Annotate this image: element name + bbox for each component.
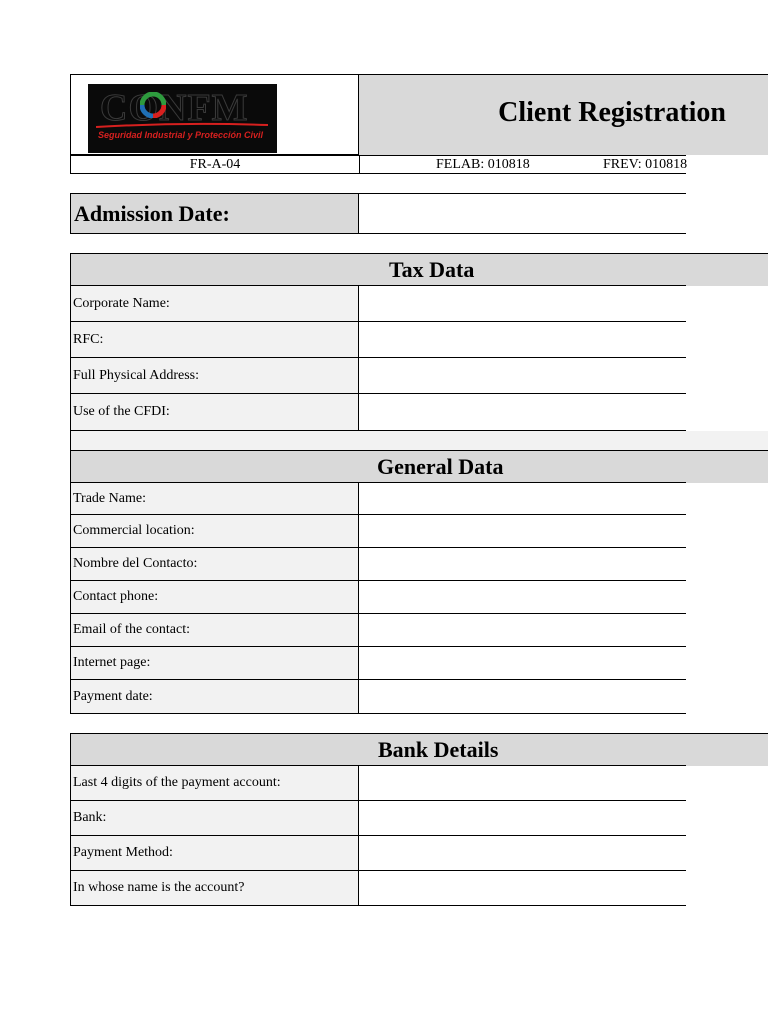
- form-code: FR-A-04: [71, 156, 360, 173]
- payment-date-label: Payment date:: [70, 680, 359, 714]
- payment-method-field[interactable]: [358, 836, 686, 871]
- bank-label: Bank:: [70, 801, 359, 836]
- general-data-title: General Data: [377, 454, 504, 479]
- cfdi-use-label: Use of the CFDI:: [70, 394, 359, 431]
- corporate-name-field[interactable]: [358, 286, 686, 322]
- company-logo: [88, 84, 277, 153]
- admission-date-field[interactable]: [358, 193, 686, 234]
- contact-email-field[interactable]: [358, 614, 686, 647]
- form-meta-row: [70, 155, 686, 174]
- logo-cell: [70, 74, 359, 155]
- contact-phone-label: Contact phone:: [70, 581, 359, 614]
- tax-data-title: Tax Data: [389, 257, 475, 282]
- section-spacer: [70, 431, 768, 450]
- admission-date-label: Admission Date:: [70, 193, 359, 234]
- logo-swoosh-icon: [96, 122, 268, 128]
- account-holder-label: In whose name is the account?: [70, 871, 359, 906]
- bank-details-title: Bank Details: [378, 737, 499, 762]
- internet-page-label: Internet page:: [70, 647, 359, 680]
- trade-name-label: Trade Name:: [70, 483, 359, 515]
- internet-page-field[interactable]: [358, 647, 686, 680]
- bank-field[interactable]: [358, 801, 686, 836]
- rfc-field[interactable]: [358, 322, 686, 358]
- form-title: Client Registration: [498, 97, 726, 128]
- account-holder-field[interactable]: [358, 871, 686, 906]
- title-cell: [358, 74, 768, 155]
- commercial-location-field[interactable]: [358, 515, 686, 548]
- payment-date-field[interactable]: [358, 680, 686, 714]
- contact-email-label: Email of the contact:: [70, 614, 359, 647]
- trade-name-field[interactable]: [358, 483, 686, 515]
- commercial-location-label: Commercial location:: [70, 515, 359, 548]
- physical-address-label: Full Physical Address:: [70, 358, 359, 394]
- contact-name-field[interactable]: [358, 548, 686, 581]
- account-last4-field[interactable]: [358, 766, 686, 801]
- tax-data-header: [70, 253, 768, 286]
- rfc-label: RFC:: [70, 322, 359, 358]
- payment-method-label: Payment Method:: [70, 836, 359, 871]
- frev-code: FREV: 010818: [603, 157, 688, 172]
- logo-wordmark: CONFM: [100, 87, 249, 129]
- contact-name-label: Nombre del Contacto:: [70, 548, 359, 581]
- physical-address-field[interactable]: [358, 358, 686, 394]
- felab-code: FELAB: 010818: [436, 157, 530, 172]
- contact-phone-field[interactable]: [358, 581, 686, 614]
- cfdi-use-field[interactable]: [358, 394, 686, 431]
- account-last4-label: Last 4 digits of the payment account:: [70, 766, 359, 801]
- logo-emblem-icon: [140, 92, 166, 118]
- general-data-header: [70, 450, 768, 483]
- corporate-name-label: Corporate Name:: [70, 286, 359, 322]
- bank-details-header: [70, 733, 768, 766]
- logo-tagline: Seguridad Industrial y Protección Civil: [98, 130, 264, 140]
